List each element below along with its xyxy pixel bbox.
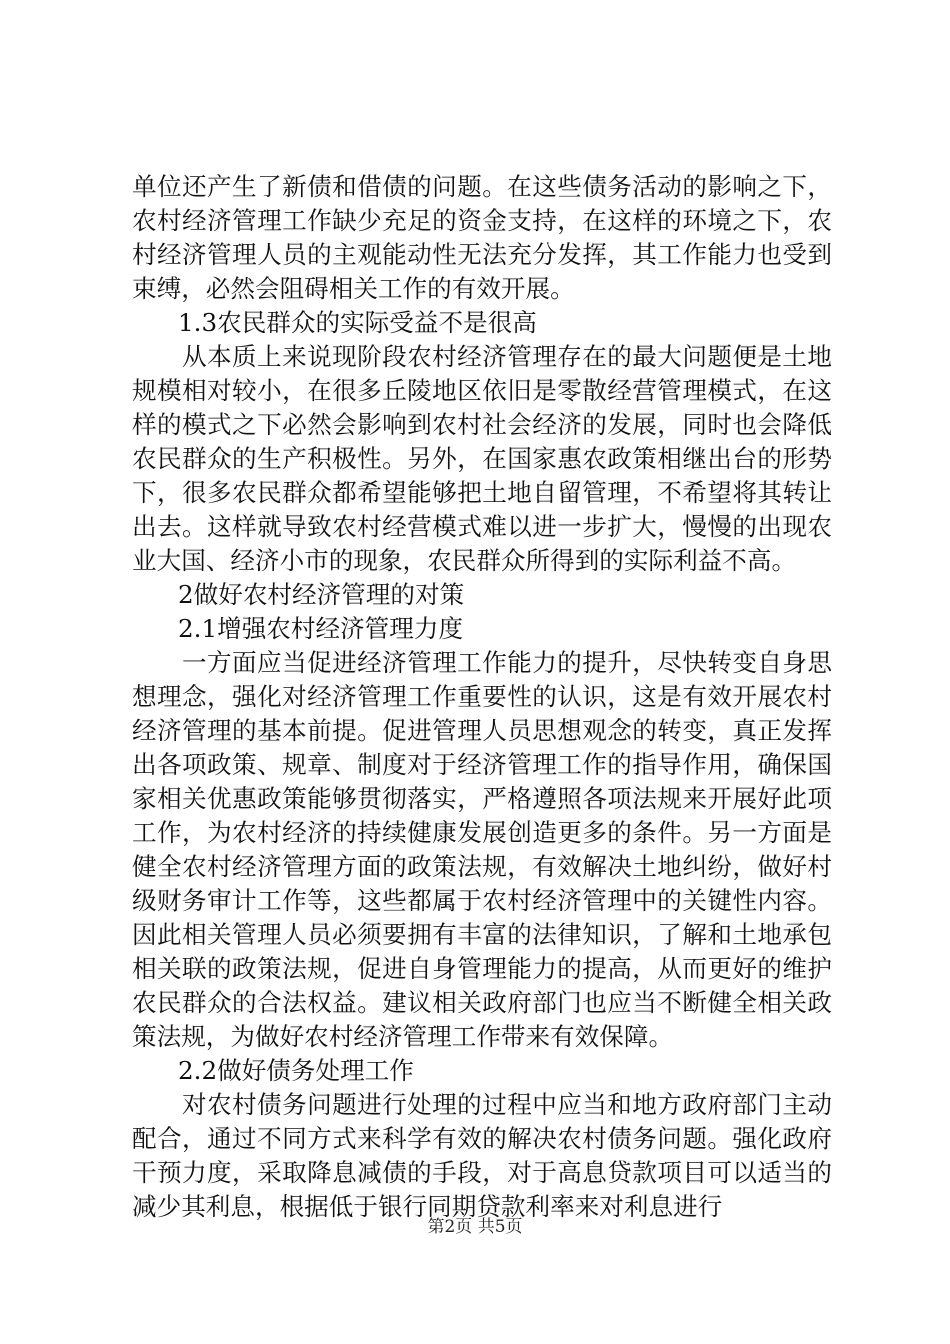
section-heading-1-3: 1.3农民群众的实际受益不是很高 xyxy=(178,308,537,337)
paragraph-debt-impact: 单位还产生了新债和借债的问题。在这些债务活动的影响之下，农村经济管理工作缺少充足的资金支持，在这样的环境之下，农村经济管理人员的主观能动性无法充分发挥，其工作能力也受到束缚，必然会阻碍相关工作的有效开展。 xyxy=(132,172,832,303)
section-heading-2-2: 2.2做好债务处理工作 xyxy=(178,1056,414,1085)
section-heading-2-1: 2.1增强农村经济管理力度 xyxy=(178,614,464,643)
paragraph-debt-handling: 对农村债务问题进行处理的过程中应当和地方政府部门主动配合，通过不同方式来科学有效的解决农村债务问题。强化政府干预力度，采取降息减债的手段，对于高息贷款项目可以适当的减少其利息，根据低于银行同期贷款利率来对利息进行 xyxy=(132,1090,832,1221)
paragraph-land-scale: 从本质上来说现阶段农村经济管理存在的最大问题便是土地规模相对较小，在很多丘陵地区依旧是零散经营管理模式，在这样的模式之下必然会影响到农村社会经济的发展，同时也会降低农民群众的生产积极性。另外，在国家惠农政策相继出台的形势下，很多农民群众都希望能够把土地自留管理，不希望将其转让出去。这样就导致农村经营模式难以进一步扩大，慢慢的出现农业大国、经济小市的现象，农民群众所得到的实际利益不高。 xyxy=(132,342,832,575)
paragraph-management-strength: 一方面应当促进经济管理工作能力的提升，尽快转变自身思想理念，强化对经济管理工作重要性的认识，这是有效开展农村经济管理的基本前提。促进管理人员思想观念的转变，真正发挥出各项政策、规章、制度对于经济管理工作的指导作用，确保国家相关优惠政策能够贯彻落实，严格遵照各项法规来开展好此项工作，为农村经济的持续健康发展创造更多的条件。另一方面是健全农村经济管理方面的政策法规，有效解决土地纠纷，做好村级财务审计工作等，这些都属于农村经济管理中的关键性内容。因此相关管理人员必须要拥有丰富的法律知识，了解和土地承包相关联的政策法规，促进自身管理能力的提高，从而更好的维护农民群众的合法权益。建议相关政府部门也应当不断健全相关政策法规，为做好农村经济管理工作带来有效保障。 xyxy=(132,648,832,1051)
page-number-footer: 第2页 共5页 xyxy=(427,1217,523,1237)
document-body xyxy=(132,170,832,1224)
section-heading-2: 2做好农村经济管理的对策 xyxy=(178,580,465,609)
